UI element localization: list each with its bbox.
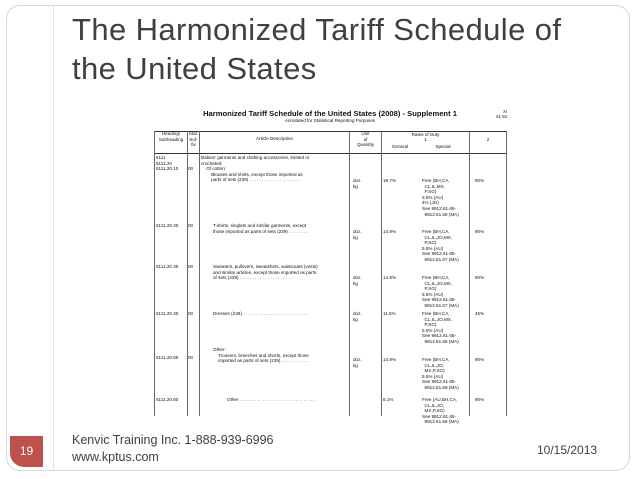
header-unit: Unit of Quantity	[356, 131, 375, 148]
row-special: Free (BH,CA, CL,IL,MX, P,SG) 5.5% (AU) 4% (JO) See 9912.61.65- 9912.61.66 (MA)	[422, 178, 459, 217]
row-col2: 45%	[475, 311, 485, 316]
row-special: Free (AU,BH,CA, CL,IL,JO, MX,P,SG) See 9912.61.65- 9912.61.66 (MA)	[422, 397, 459, 425]
row-unit: doz. kg	[353, 178, 362, 189]
row-general: 11.5%	[383, 311, 396, 316]
row-code: 6111 6111.20 6111.20.10	[156, 155, 179, 172]
header-special: Special	[435, 144, 451, 149]
row-code: 6111.20.30	[156, 264, 179, 269]
row-col2: 90%	[475, 178, 485, 183]
row-description: Other: Trousers, breeches and shorts, except those imported as parts of sets (239) . . . . . . . . . . .	[213, 347, 309, 364]
row-unit: doz. kg	[353, 357, 362, 368]
row-col2: 90%	[475, 275, 485, 280]
col-line	[506, 131, 507, 416]
row-general: 19.7%	[383, 178, 397, 183]
col-line	[469, 131, 470, 416]
row-unit: doz. kg	[353, 229, 362, 240]
row-general: 14.9%	[383, 229, 397, 234]
document-page-ref	[496, 109, 507, 119]
row-code: 6111.20.50	[156, 355, 179, 360]
header-article: Article Description	[255, 136, 294, 141]
row-col2: 90%	[475, 357, 485, 362]
footer-website: www.kptus.com	[72, 450, 159, 464]
row-general: 14.9%	[383, 275, 397, 280]
header-rates: Rates of Duty	[411, 132, 440, 137]
row-stat: 00	[188, 264, 194, 269]
page-ref-bottom: 61-53	[496, 114, 507, 119]
row-unit: doz. kg	[353, 311, 362, 322]
header-general: General	[391, 144, 409, 149]
row-description: Dresses (239) . . . . . . . . . . . . . . . . . . . . . . . . . .	[213, 311, 309, 316]
row-description: T-shirts, singlets and similar garments, except those imported as parts of sets (239) . . . . . . . .	[213, 223, 309, 234]
row-stat: 00	[188, 311, 194, 316]
header-col2: 2	[486, 137, 490, 142]
row-description: Other . . . . . . . . . . . . . . . . . . . . . . . . . . . . . .	[227, 397, 316, 402]
row-col2: 90%	[475, 229, 485, 234]
slide-number-badge: 19	[10, 436, 43, 467]
col-line	[349, 131, 350, 416]
header-heading: Heading/ Subheading	[158, 131, 184, 142]
document-title: Harmonized Tariff Schedule of the United States (2008) - Supplement 1	[203, 109, 457, 118]
slide-title: The Harmonized Tariff Schedule of the United States	[72, 12, 562, 86]
row-special: Free (BH,CA, CL,IL,JO,MX, P,SG) 5.5% (AU) See 9912.61.65- 9912.61.67 (MA)	[422, 229, 459, 262]
row-col2: 90%	[475, 397, 485, 402]
page-ref-top: XI	[503, 109, 507, 114]
row-description: Sweaters, pullovers, sweatshirts, waistcoats (vests) and similar articles, except those imported as parts of sets (239) . . . . . . . . . . . . . . . . . . . . .	[213, 264, 318, 281]
header-col1: 1	[424, 137, 427, 142]
slide-date: 10/15/2013	[537, 443, 598, 457]
row-stat: 00	[188, 355, 194, 360]
header-stat: Stat. Suf- fix	[188, 131, 199, 148]
document-subtitle: Annotated for Statistical Reporting Purposes	[284, 118, 376, 123]
row-description: Babies' garments and clothing accessories, knitted or crocheted: Of cotton: Blouses and shirts, except those imported as parts of sets (239) . . . . . . . . . . . . . . . . . . . .	[201, 155, 310, 183]
col-line	[187, 131, 188, 416]
row-stat: 00	[188, 223, 194, 228]
row-general: 8.1%	[383, 397, 394, 402]
col-line	[381, 131, 382, 416]
tariff-document-scan	[149, 103, 511, 425]
row-code: 6111.20.40	[156, 311, 179, 316]
row-special: Free (BH,CA, CL,IL,JO,MX, P,SG) 5.5% (AU) See 9912.61.65- 9912.61.66 (MA)	[422, 311, 459, 344]
row-code: 6111.20.20	[156, 223, 179, 228]
row-special: Free (BH,CA, CL,IL,JO,MX, P,SG) 5.5% (AU) See 9912.61.65- 9912.61.67 (MA)	[422, 275, 459, 308]
col-line	[199, 131, 200, 416]
side-rule	[53, 5, 54, 471]
footer-contact	[72, 432, 274, 466]
row-stat: 00	[188, 166, 194, 171]
row-unit: doz. kg	[353, 275, 362, 286]
col-line	[154, 131, 155, 416]
row-general: 14.9%	[383, 357, 397, 362]
row-special: Free (BH,CA, CL,IL,JO, MX,P,SG) 5.5% (AU) See 9912.61.65- 9912.61.69 (MA)	[422, 357, 459, 390]
footer-company: Kenvic Training Inc. 1-888-939-6996	[72, 433, 274, 447]
row-code: 6111.20.60	[156, 397, 179, 402]
